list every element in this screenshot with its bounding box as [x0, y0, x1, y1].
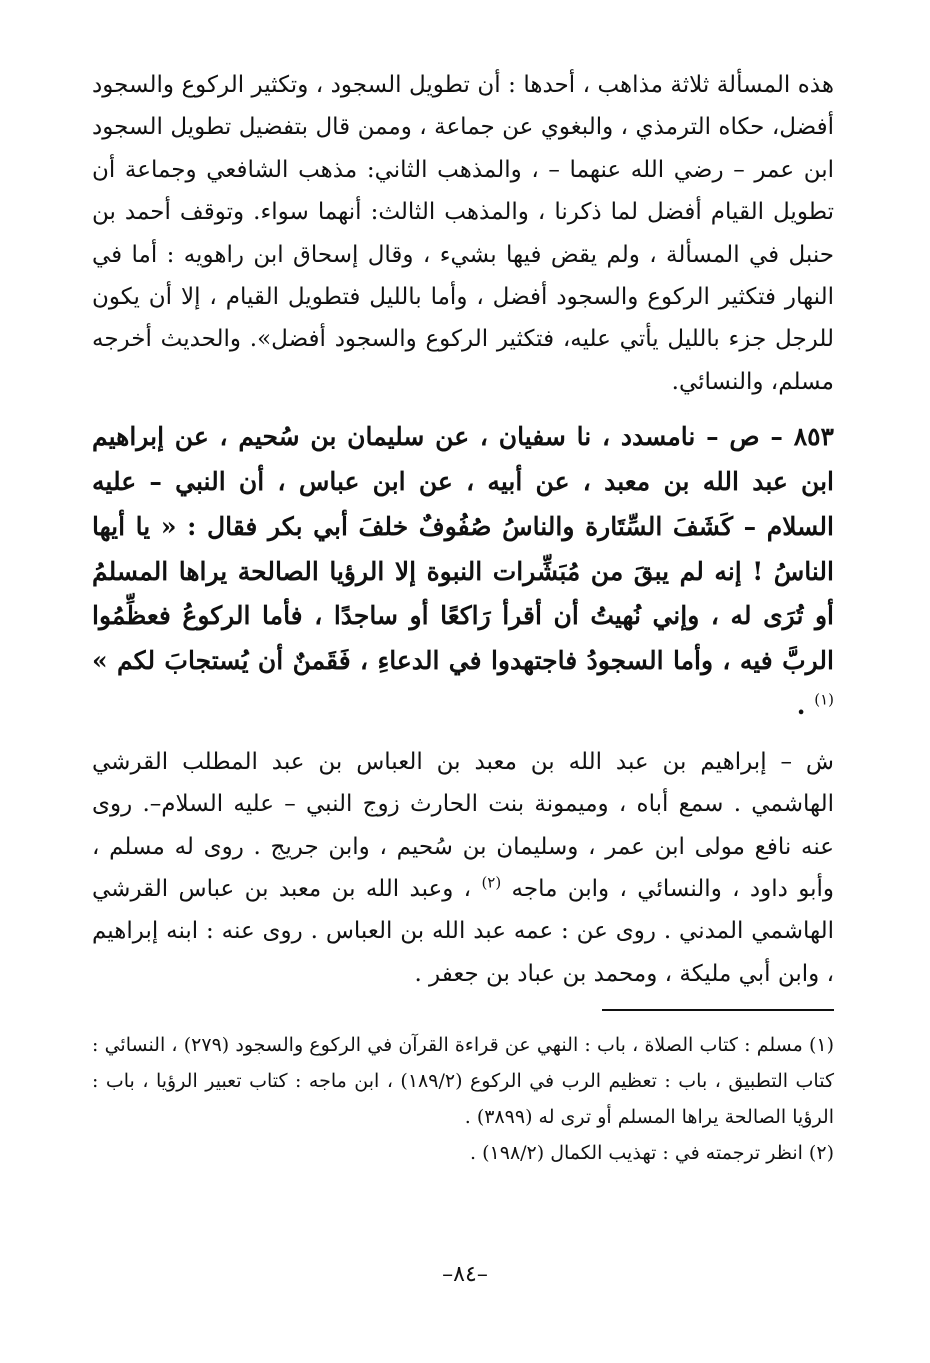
- hadith-text: – ص – نامسدد ، نا سفيان ، عن سليمان بن سُحيم ، عن إبراهيم ابن عبد الله بن معبد ، عن أبيه ، عن ابن عباس ، أن النبي – عليه السلام – كَشَفَ السِّتَارة والناسُ صُفُوفٌ خلفَ أبي بكر فقال : « يا أيها الناسُ ! إنه لم يبقَ من مُبَشِّرات النبوة إلا الرؤيا الصالحة يراها المسلمُ أو تُرَى له ، وإني نُهيتُ أن أقرأ رَاكعًا أو ساجدًا ، فأما الركوعُ فعظِّمُوا الربَّ فيه ، وأما السجودُ فاجتهدوا في الدعاءِ ، فَقَمنٌ أن يُستجابَ لكم »: [92, 422, 834, 676]
- hadith-number: ٨٥٣: [793, 422, 834, 452]
- footnote-divider: [602, 1009, 834, 1011]
- footnote-ref-1: (١): [814, 690, 834, 709]
- narrator-text-after: ، وعبد الله بن معبد بن عباس القرشي الهاشمي المدني . روى عن : عمه عبد الله بن العباس . روى عنه : ابنه إبراهيم ، وابن أبي مليكة ، ومحمد بن عباد بن جعفر .: [92, 876, 834, 987]
- footnote-1: (١) مسلم : كتاب الصلاة ، باب : النهي عن قراءة القرآن في الركوع والسجود (٢٧٩) ، النسائي : كتاب التطبيق ، باب : تعظيم الرب في الركوع (١٨٩/٢) ، ابن ماجه : كتاب تعبير الرؤيا ، باب : الرؤيا الصالحة يراها المسلم أو ترى له (٣٨٩٩) .: [92, 1034, 834, 1129]
- narrator-text-before: ش – إبراهيم بن عبد الله بن معبد بن العباس بن عبد المطلب القرشي الهاشمي . سمع أباه ، وميمونة بنت الحارث زوج النبي – عليه السلام–. روى عنه نافع مولى ابن عمر ، وسليمان بن سُحيم ، وابن جريج . روى له مسلم ، وأبو داود ، والنسائي ، وابن ماجه: [92, 748, 834, 903]
- narrator-commentary: [92, 741, 834, 995]
- page-body: [92, 64, 834, 1171]
- footnote-2: (٢) انظر ترجمته في : تهذيب الكمال (١٩٨/٢) .: [470, 1142, 834, 1165]
- hadith-end: .: [796, 691, 815, 721]
- footnote-ref-2: (٢): [481, 873, 502, 892]
- page-number: –٨٤–: [442, 1262, 488, 1287]
- commentary-paragraph-intro: هذه المسألة ثلاثة مذاهب ، أحدها : أن تطويل السجود ، وتكثير الركوع والسجود أفضل، حكاه الترمذي ، والبغوي عن جماعة ، وممن قال بتفضيل تطويل السجود ابن عمر – رضي الله عنهما – ، والمذهب الثاني: مذهب الشافعي وجماعة أن تطويل القيام أفضل لما ذكرنا ، والمذهب الثالث: أنهما سواء. وتوقف أحمد بن حنبل في المسألة ، ولم يقض فيها بشيء ، وقال إسحاق ابن راهويه : أما في النهار فتكثير الركوع والسجود أفضل ، وأما بالليل فتطويل القيام ، إلا أن يكون للرجل جزء بالليل يأتي عليه، فتكثير الركوع والسجود أفضل». والحديث أخرجه مسلم، والنسائي.: [92, 72, 834, 395]
- hadith-paragraph: [92, 415, 834, 729]
